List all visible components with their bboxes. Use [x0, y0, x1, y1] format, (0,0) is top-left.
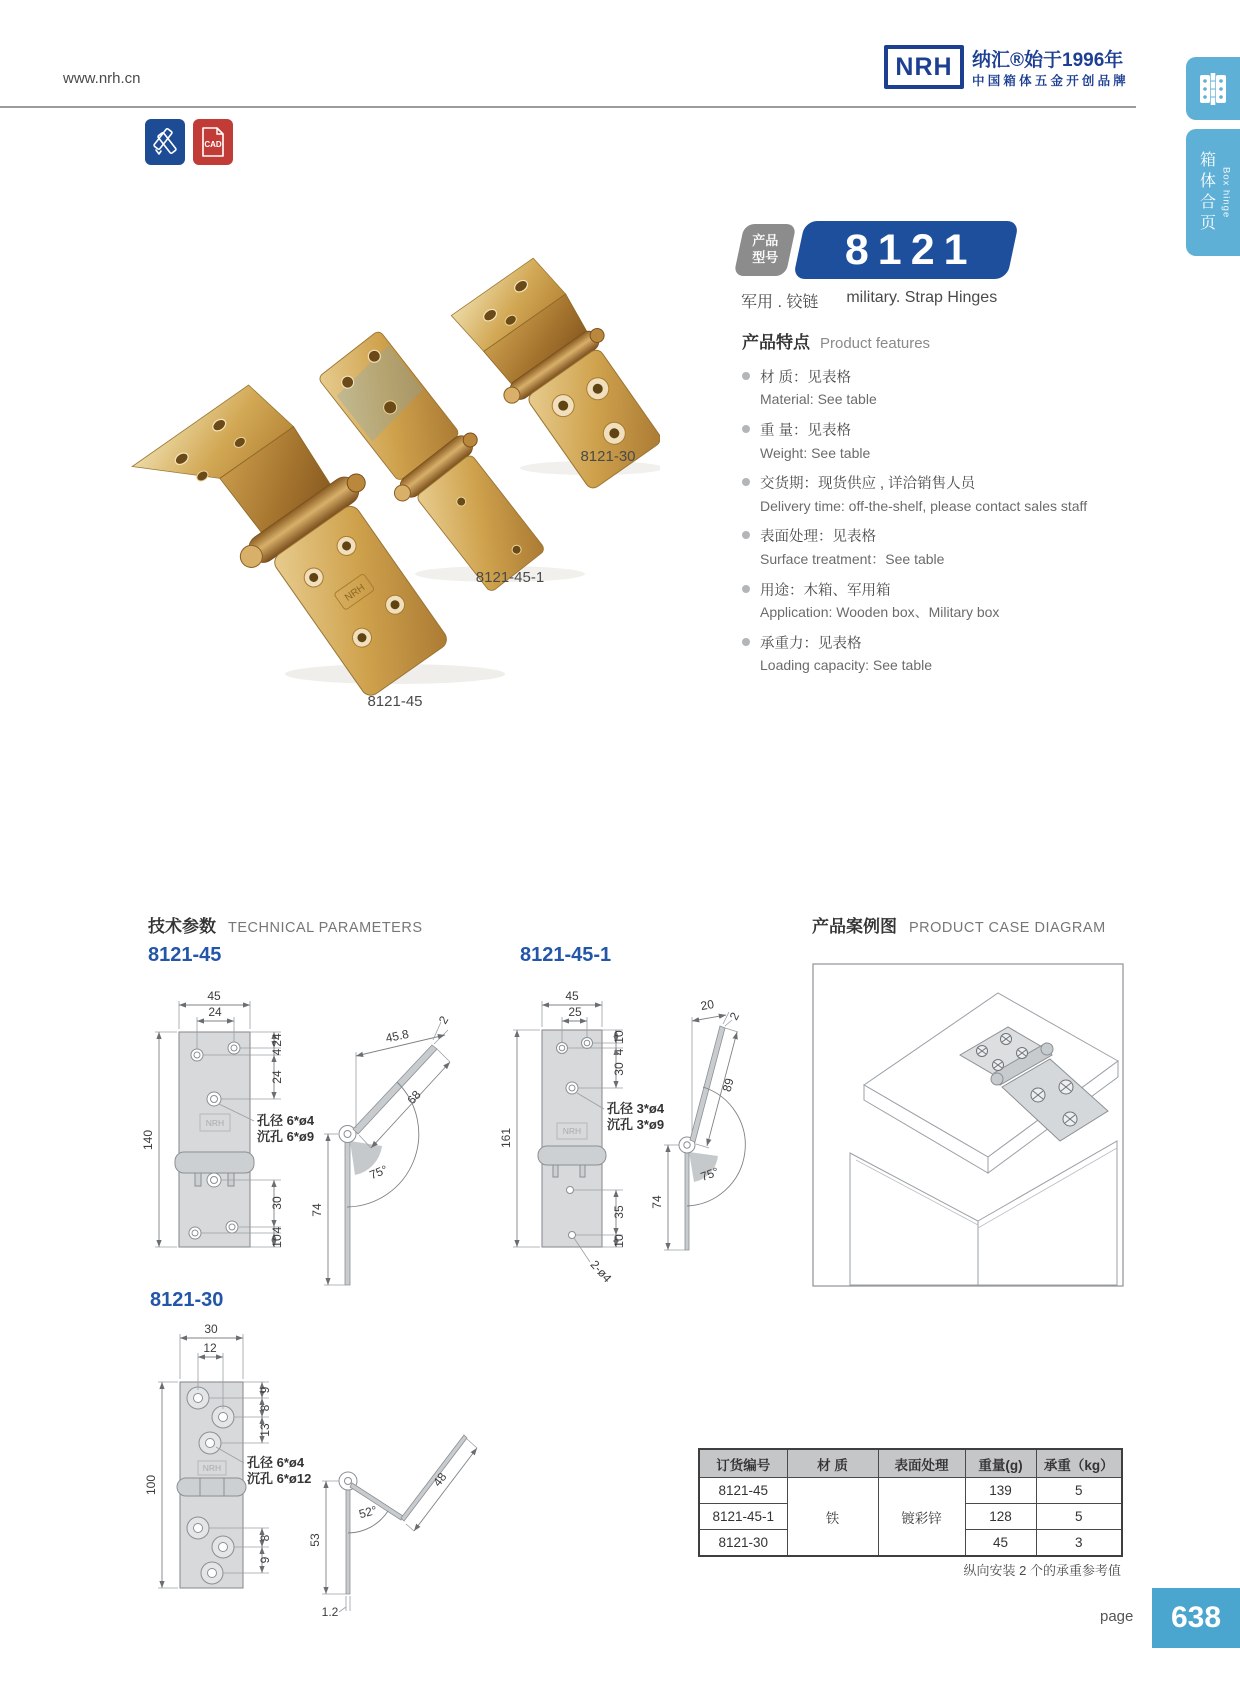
- product-features: [742, 328, 1228, 686]
- brand-slogan: 纳汇®始于1996年: [972, 50, 1124, 71]
- svg-text:13: 13: [258, 1423, 272, 1437]
- product-subtitle: [741, 289, 997, 312]
- svg-text:24: 24: [208, 1005, 222, 1019]
- hinge-icon: [1198, 72, 1228, 106]
- cell-model: 8121-45-1: [699, 1504, 787, 1530]
- col-weight: 重量(g): [965, 1449, 1036, 1478]
- cad-file-icon[interactable]: [193, 119, 233, 165]
- svg-text:NRH: NRH: [205, 1118, 225, 1128]
- svg-text:100: 100: [144, 1474, 158, 1496]
- svg-text:9: 9: [258, 1386, 272, 1394]
- col-material: 材 质: [787, 1449, 878, 1478]
- svg-text:45.8: 45.8: [384, 1026, 411, 1046]
- svg-text:75°: 75°: [367, 1162, 390, 1183]
- svg-text:140: 140: [141, 1129, 155, 1151]
- svg-text:NRH: NRH: [562, 1126, 582, 1136]
- svg-text:沉孔 6*ø12: 沉孔 6*ø12: [247, 1471, 312, 1486]
- page-number-badge: [1152, 1588, 1240, 1648]
- feature-item: 材 质：见表格 Material: See table: [742, 367, 1228, 411]
- svg-text:孔径 6*ø4: 孔径 6*ø4: [257, 1113, 315, 1128]
- svg-text:8: 8: [258, 1404, 272, 1412]
- bullet-icon: [742, 372, 750, 380]
- design-tools-glyph: [152, 127, 178, 157]
- svg-text:20: 20: [699, 997, 716, 1014]
- svg-text:45: 45: [207, 989, 221, 1003]
- svg-text:30: 30: [270, 1196, 284, 1210]
- drawing-label-8121-45-1: 8121-45-1: [520, 944, 612, 966]
- table-note: 纵向安装 2 个的承重参考值: [963, 1563, 1121, 1578]
- nrh-logo-text: NRH: [895, 52, 953, 81]
- svg-text:24: 24: [270, 1070, 284, 1084]
- svg-text:53: 53: [308, 1533, 322, 1547]
- svg-text:沉孔 3*ø9: 沉孔 3*ø9: [607, 1117, 665, 1132]
- bullet-icon: [742, 585, 750, 593]
- svg-text:8: 8: [258, 1534, 272, 1542]
- page-number: 638: [1170, 1601, 1222, 1634]
- svg-text:2-ø4: 2-ø4: [587, 1257, 615, 1286]
- bullet-icon: [742, 638, 750, 646]
- cell-material: 铁: [787, 1478, 878, 1557]
- feature-item: 承重力：见表格 Loading capacity: See table: [742, 633, 1228, 677]
- col-order-number: 订货编号: [699, 1449, 787, 1478]
- svg-text:25: 25: [568, 1005, 582, 1019]
- svg-text:52°: 52°: [357, 1503, 379, 1522]
- svg-text:4: 4: [270, 1226, 284, 1234]
- product-photo-cluster: [130, 250, 660, 710]
- cell-load: 3: [1036, 1530, 1122, 1557]
- cad-file-glyph: [200, 126, 226, 158]
- svg-text:35: 35: [612, 1205, 626, 1219]
- cell-weight: 128: [965, 1504, 1036, 1530]
- product-case-diagram: [812, 963, 1124, 1287]
- col-load: 承重（kg）: [1036, 1449, 1122, 1478]
- svg-text:沉孔 6*ø9: 沉孔 6*ø9: [257, 1129, 315, 1144]
- bullet-icon: [742, 531, 750, 539]
- svg-text:68: 68: [404, 1087, 424, 1107]
- svg-text:161: 161: [499, 1127, 513, 1149]
- sidebar-tab-label-en: Box hinge: [1220, 166, 1232, 219]
- features-list: [742, 367, 1228, 677]
- svg-text:89: 89: [719, 1076, 737, 1094]
- svg-text:2: 2: [435, 1013, 452, 1027]
- features-title: 产品特点 Product features: [742, 333, 931, 352]
- feature-item: 重 量：见表格 Weight: See table: [742, 420, 1228, 464]
- svg-text:9: 9: [258, 1556, 272, 1564]
- nrh-stamp: NRH: [343, 582, 368, 604]
- svg-text:24: 24: [270, 1033, 284, 1047]
- svg-text:45: 45: [565, 989, 579, 1003]
- nrh-logo: [884, 45, 964, 89]
- cell-load: 5: [1036, 1478, 1122, 1504]
- sidebar-tab-hinge-icon[interactable]: [1186, 57, 1240, 120]
- brand-subtitle: 中国箱体五金开创品牌: [972, 74, 1130, 88]
- technical-drawing-8121-30: [140, 1312, 500, 1632]
- drawing-label-8121-30: 8121-30: [150, 1289, 224, 1311]
- cad-label: CAD: [204, 140, 222, 149]
- cell-model: 8121-30: [699, 1530, 787, 1557]
- drawing-label-8121-45: 8121-45: [148, 944, 222, 966]
- photo-label-8121-30: 8121-30: [580, 448, 636, 465]
- sidebar-tab-label-cn: 箱体合页: [1197, 150, 1215, 235]
- bullet-icon: [742, 478, 750, 486]
- model-badge-label: 产品型号: [751, 233, 778, 265]
- model-number: 8121: [844, 225, 977, 274]
- svg-text:4: 4: [612, 1048, 626, 1056]
- cell-surface: 镀彩锌: [878, 1478, 965, 1557]
- page-label: page: [1100, 1608, 1134, 1625]
- svg-text:75°: 75°: [698, 1164, 721, 1184]
- technical-parameters-title: 技术参数 TECHNICAL PARAMETERS: [148, 917, 423, 936]
- website-url: www.nrh.cn: [63, 70, 141, 87]
- cell-weight: 45: [965, 1530, 1036, 1557]
- header-divider: [0, 106, 1136, 108]
- cell-load: 5: [1036, 1504, 1122, 1530]
- cell-model: 8121-45: [699, 1478, 787, 1504]
- svg-text:12: 12: [203, 1341, 217, 1355]
- svg-text:30: 30: [204, 1322, 218, 1336]
- svg-text:10: 10: [270, 1234, 284, 1248]
- svg-text:2: 2: [726, 1009, 743, 1023]
- subtitle-cn: 军用 . 铰链: [741, 294, 819, 311]
- svg-text:NRH: NRH: [202, 1463, 222, 1473]
- svg-text:48: 48: [430, 1469, 450, 1490]
- technical-drawing-8121-45: [140, 982, 470, 1312]
- technical-drawing-8121-45-1: [480, 982, 780, 1332]
- feature-item: 交货期：现货供应 , 详洽销售人员 Delivery time: off-the-shelf, please contact sales staff: [742, 473, 1228, 517]
- svg-text:74: 74: [310, 1203, 324, 1217]
- spec-table-header-row: [699, 1449, 1122, 1478]
- case-diagram-title: 产品案例图 PRODUCT CASE DIAGRAM: [812, 917, 1106, 936]
- col-surface: 表面处理: [878, 1449, 965, 1478]
- svg-text:孔径 3*ø4: 孔径 3*ø4: [607, 1101, 665, 1116]
- svg-text:1.2: 1.2: [321, 1605, 339, 1619]
- design-tools-icon[interactable]: [145, 119, 185, 165]
- bullet-icon: [742, 425, 750, 433]
- sidebar-tab-box-hinge[interactable]: [1186, 129, 1240, 256]
- model-number-banner: [793, 221, 1019, 279]
- cell-weight: 139: [965, 1478, 1036, 1504]
- svg-text:孔径 6*ø4: 孔径 6*ø4: [247, 1455, 305, 1470]
- spec-table: [698, 1448, 1123, 1557]
- svg-text:10: 10: [612, 1234, 626, 1248]
- model-badge: [733, 224, 796, 276]
- subtitle-en: military. Strap Hinges: [846, 289, 998, 306]
- svg-text:4: 4: [270, 1048, 284, 1056]
- feature-item: 表面处理：见表格 Surface treatment：See table: [742, 526, 1228, 570]
- svg-text:10: 10: [612, 1030, 626, 1044]
- svg-text:74: 74: [650, 1195, 664, 1209]
- photo-label-8121-45: 8121-45: [367, 693, 423, 710]
- feature-item: 用途：木箱、军用箱 Application: Wooden box、Military box: [742, 580, 1228, 624]
- svg-text:30: 30: [612, 1062, 626, 1076]
- table-row: [699, 1478, 1122, 1504]
- photo-label-8121-45-1: 8121-45-1: [475, 569, 545, 586]
